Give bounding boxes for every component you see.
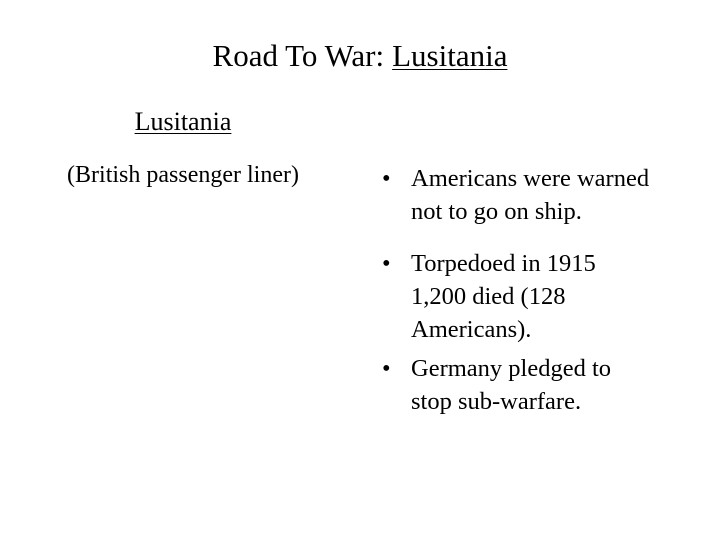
title-topic: Lusitania xyxy=(392,38,508,73)
bullet-point-icon: • xyxy=(382,250,391,277)
bullet-list xyxy=(382,162,712,418)
ship-description: (British passenger liner) xyxy=(67,162,299,188)
bullet-line: not to go on ship. xyxy=(411,198,582,225)
slide-title xyxy=(0,34,720,78)
bullet-line: 1,200 died (128 xyxy=(411,283,566,310)
bullet-line: Torpedoed in 1915 xyxy=(411,250,596,277)
bullet-item xyxy=(382,247,712,346)
bullet-point-icon: • xyxy=(382,355,391,382)
bullet-line: Americans). xyxy=(411,316,532,343)
bullet-item xyxy=(382,162,712,228)
bullet-line: Germany pledged to xyxy=(411,355,612,382)
title-prefix: Road To War: xyxy=(212,38,385,73)
bullet-point-icon: • xyxy=(382,165,391,192)
bullet-line: Americans were warned xyxy=(411,165,650,192)
left-heading-text: Lusitania xyxy=(134,107,232,136)
bullet-line: stop sub-warfare. xyxy=(411,388,582,415)
left-heading xyxy=(0,104,366,140)
bullet-item xyxy=(382,352,712,418)
